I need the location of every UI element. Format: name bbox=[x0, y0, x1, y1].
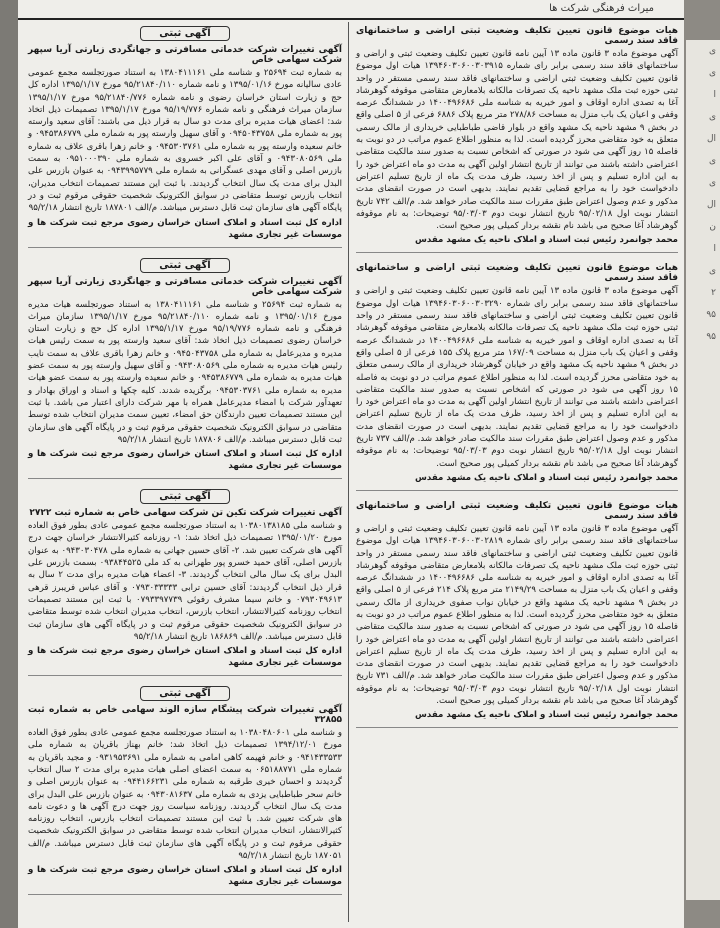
ad-title: آگهی ثبتی bbox=[140, 686, 230, 701]
ad-signature: اداره کل ثبت اسناد و املاک استان خراسان رضوی مرجع ثبت شرکت ها و موسسات غیر تجاری مشهد bbox=[28, 217, 342, 240]
ad-body: به شماره ثبت ۲۵۶۹۴ و شناسه ملی ۱۳۸۰۴۱۱۱۶۱ به استناد صورتجلسه هیات مدیره مورخ ۱۳۹۵/۰۱/۱۶ و نامه شماره ۹۵/۲۱۸۴۰/۱۱۰ مورخ ۱۳۹۵/۱/۱۷ سازمان میراث فرهنگی و نامه شماره ۹۵/۱۹/۷۷۶ مورخ ۱۳۹۵/۱/۱۷ اداره کل حج و زیارت استان خراسان رضوی تصمیمات ذیل اتخاذ شد: آقای سعید وارسته پور به سمت رئیس هیات مدیره و مدیرعامل به شماره ملی ۰۹۴۵۰۴۳۷۵۸ و خانم زهرا باقری علاف به سمت نایب رئیس هیات مدیره به شماره ملی ۰۹۴۳۰۸۰۵۶۹ و آقای سهیل وارسته پور به سمت عضو هیات مدیره به شماره ملی ۰۹۴۵۳۸۶۷۷۹ و خانم سعیده وارسته پور به سمت عضو هیات مدیره به شماره ملی ۰۹۴۵۳۰۳۷۶۱ برگزیده شدند. کلیه چکها و اسناد و اوراق بهادار و تعهدآور شرکت با امضاء مدیرعامل همراه با مهر شرکت دارای اعتبار می باشد. با ثبت این مستند تصمیمات تعیین دارندگان حق امضاء، تعیین سمت مدیران انتخاب شده توسط متقاضی در سوابق الکترونیک شخصیت حقوقی مرقوم ثبت و در پایگاه آگهی های سازمان ثبت قابل دسترس میباشد. م/الف ۱۸۷۸۰۶ تاریخ انتشار ۹۵/۲/۱۸ bbox=[28, 299, 343, 445]
notice-signature: محمد جوانمرد رئیس ثبت اسناد و املاک ناحیه یک مشهد مقدس bbox=[415, 472, 678, 483]
notice-signature: محمد جوانمرد رئیس ثبت اسناد و املاک ناحیه یک مشهد مقدس bbox=[415, 710, 678, 721]
notice-body: آگهی موضوع ماده ۳ قانون ماده ۱۳ آیین نامه قانون تعیین تکلیف وضعیت ثبتی و اراضی و ساختمانهای فاقد سند رسمی برابر رای شماره ۱۳۹۴۶۰۳۰۶۰۰۳۰۳۲۹۰ هیات اول موضوع قانون تعیین تکلیف وضعیت ثبتی اراضی و ساختمانهای فاقد سند رسمی مستقر در واحد ثبتی حوزه ثبت ملک مشهد ناحیه یک تصرفات مالکانه بلامعارض متقاضی موقوفه گوهرشاد آغا به تصدی اداره اوقاف و امور خیریه به شناسه ملی ۱۴۰۰۴۹۶۶۸۶ در ششدانگ عرصه وقفی و اعیان یک باب منزل به مساحت ۱۶۷/۰۹ متر مربع پلاک ۱۵۵ فرعی از ۵ اصلی واقع در بخش ۹ مشهد ناحیه یک مشهد واقع در خیابان گوهرشاد خریداری از مالک رسمی متعلق به خود متقاضی محرز گردیده است. لذا به منظور اطلاع عموم مراتب در دو نوبت به فاصله ۱۵ روز آگهی می شود در صورتی که اشخاص نسبت به صدور سند مالکیت متقاضی اعتراضی داشته باشند می توانند از تاریخ انتشار اولین آگهی به مدت دو ماه اعتراض خود را به این اداره تسلیم و پس از اخذ رسید، ظرف مدت یک ماه از تاریخ تسلیم اعتراض دادخواست خود را به مراجع قضایی تقدیم نمایند. بدیهی است در صورت انقضای مدت مذکور و عدم وصول اعتراض طبق مقررات سند مالکیت صادر خواهد شد. م/الف ۷۳۷ تاریخ انتشار نوبت اول ۹۵/۰۲/۱۸ تاریخ انتشار نوبت دوم ۹۵/۰۳/۰۳ توضیحات: به نام موقوفه گوهرشاد آغا صحیح می باشد نام نقشه بردار کمیلی پور صحیح است. bbox=[356, 286, 679, 469]
scan-left-margin bbox=[0, 0, 18, 928]
edge-fragment: ی bbox=[708, 156, 716, 166]
edge-fragment: ی bbox=[708, 46, 716, 56]
column-divider bbox=[348, 22, 349, 922]
notice-headline: هیات موضوع قانون تعیین تکلیف وضعیت ثبتی اراضی و ساختمانهای فاقد سند رسمی bbox=[356, 263, 678, 284]
masthead-text: میراث فرهنگی شرکت ها bbox=[549, 3, 654, 14]
left-column bbox=[28, 26, 342, 905]
land-notice-block bbox=[356, 26, 678, 253]
ad-headline: آگهی تغییرات شرکت خدماتی مسافرتی و جهانگردی زیارتی آریا سپهر شرکت سهامی خاص bbox=[28, 276, 342, 297]
ad-title: آگهی ثبتی bbox=[140, 258, 230, 273]
notice-body: آگهی موضوع ماده ۳ قانون ماده ۱۳ آیین نامه قانون تعیین تکلیف وضعیت ثبتی و اراضی و ساختمانهای فاقد سند رسمی برابر رای شماره ۱۳۹۴۶۰۳۰۶۰۰۳۰۲۸۱۹ هیات اول موضوع قانون تعیین تکلیف وضعیت ثبتی اراضی و ساختمانهای فاقد سند رسمی مستقر در واحد ثبتی حوزه ثبت ملک مشهد ناحیه یک تصرفات مالکانه بلامعارض متقاضی موقوفه گوهرشاد آغا به تصدی اداره اوقاف و امور خیریه به شناسه ملی ۱۴۰۰۴۹۶۶۸۶ در ششدانگ عرصه وقفی و اعیان یک باب منزل به مساحت ۲۱۴۹/۲۹ متر مربع پلاک ۲۱۴ فرعی از ۵ اصلی واقع در بخش ۹ مشهد ناحیه یک مشهد واقع در خیابان نواب صفوی خریداری از مالک رسمی متعلق به خود متقاضی محرز گردیده است. لذا به منظور اطلاع عموم مراتب در دو نوبت به فاصله ۱۵ روز آگهی می شود در صورتی که اشخاص نسبت به صدور سند مالکیت متقاضی اعتراضی داشته باشند می توانند از تاریخ انتشار اولین آگهی به مدت دو ماه اعتراض خود را به این اداره تسلیم و پس از اخذ رسید، ظرف مدت یک ماه از تاریخ تسلیم اعتراض دادخواست خود را به مراجع قضایی تقدیم نمایند. بدیهی است در صورت انقضای مدت مذکور و عدم وصول اعتراض طبق مقررات سند مالکیت صادر خواهد شد. م/الف ۷۳۱ تاریخ انتشار نوبت اول ۹۵/۰۲/۱۸ تاریخ انتشار نوبت دوم ۹۵/۰۳/۰۳ توضیحات: به نام موقوفه گوهرشاد آغا صحیح می باشد نام نقشه بردار کمیلی پور صحیح است. bbox=[356, 523, 679, 707]
newspaper-page bbox=[18, 0, 684, 928]
land-notice-block bbox=[356, 263, 678, 490]
edge-fragment: ا bbox=[713, 90, 716, 100]
ad-body: و شناسه ملی ۱۰۳۸۰۱۳۸۱۸۵ به استناد صورتجلسه مجمع عمومی عادی بطور فوق العاده مورخ ۱۳۹۵/۰۱/۲۰ تصمیمات ذیل اتخاذ شد: ۱- روزنامه کثیرالانتشار خراسان جهت درج آگهی های شرکت تعیین شد. ۲- آقای حسین جهانی به شماره ملی ۰۹۴۳۰۳۰۴۷۸ به عنوان بازرس اصلی، آقای حمید خسرو پور طهرانی به کد ملی ۰۹۳۸۴۴۵۲۵ بسمت بازرس علی البدل برای یک سال مالی انتخاب گردیدند. ۳- اعضاء هیات مدیره برای مدت ۲ سال به قرار ذیل انتخاب گردیدند: آقای حسین ترابی ۰۷۹۳۰۳۳۳۳۳ و آقای عباس فریبرز قرهی ۰۷۹۳۰۴۹۶۱۳ و خانم سیما مشرف رفوئی ۰۷۹۳۳۹۷۷۳۹ با ثبت این مستند تصمیمات انتخاب روزنامه کثیرالانتشار، انتخاب بازرس، انتخاب مدیران انتخاب شده توسط متقاضی در سوابق الکترونیک شخصیت حقوقی مرقوم ثبت و در پایگاه آگهی های سازمان ثبت قابل دسترس میباشد. م/الف ۱۸۶۸۶۹ تاریخ انتشار ۹۵/۲/۱۸ bbox=[28, 521, 342, 642]
edge-fragment: ی bbox=[708, 178, 716, 188]
edge-fragment: ی bbox=[708, 266, 716, 276]
land-notice-block bbox=[356, 501, 678, 728]
adjacent-page-edge bbox=[686, 40, 720, 900]
ad-block bbox=[28, 258, 342, 480]
ad-headline: آگهی تغییرات شرکت تکین تن شرکت سهامی خاص به شماره ثبت ۲۷۲۲ bbox=[29, 508, 342, 519]
edge-fragment: ۹۵ bbox=[706, 310, 716, 320]
notice-signature: محمد جوانمرد رئیس ثبت اسناد و املاک ناحیه یک مشهد مقدس bbox=[415, 235, 678, 246]
ad-block bbox=[28, 686, 342, 895]
ad-headline: آگهی تغییرات شرکت پیشگام سازه الوند سهامی خاص به شماره ثبت ۳۲۸۵۵ bbox=[28, 705, 342, 726]
ad-signature: اداره کل ثبت اسناد و املاک استان خراسان رضوی مرجع ثبت شرکت ها و موسسات غیر تجاری مشهد bbox=[28, 449, 342, 472]
edge-fragment: ا bbox=[713, 244, 716, 254]
ad-body: به شماره ثبت ۲۵۶۹۴ و شناسه ملی ۱۳۸۰۴۱۱۱۶۱ به استناد صورتجلسه مجمع عمومی عادی سالیانه مورخ ۱۳۹۵/۰۱/۱۶ و نامه شماره ۹۵/۲۱۸۴۰/۱۱۰ مورخ ۱۳۹۵/۱/۱۷ اداره کل حج و زیارت استان خراسان رضوی و نامه شماره ۹۵/۲۱۸۴۰/۷۷۶ مورخ ۱۳۹۵/۱/۱۷ سازمان میراث فرهنگی و نامه شماره ۹۵/۱۹/۷۷۶ مورخ ۱۳۹۵/۱/۱۷ تصمیمات ذیل اتخاذ شد: اعضای هیات مدیره برای مدت دو سال به قرار ذیل می باشند: آقای سعید وارسته پور به شماره ملی ۰۹۴۵۰۴۳۷۵۸ و آقای سهیل وارسته پور به شماره ملی ۰۹۴۵۳۸۶۷۷۹ و خانم سعیده وارسته پور به شماره ملی ۰۹۴۵۳۰۳۷۶۱ و خانم زهرا باقری علاف به شماره ملی ۰۹۴۳۰۸۰۵۶۹ و آقای علی اکبر خسروی به شماره ملی ۰۹۵۱۰۰۰۳۹۰ به سمت بازرس اصلی و آقای مهدی عسگرانی به شماره ملی ۰۹۴۳۹۹۵۷۷۹ به عنوان بازرس علی البدل برای مدت یک سال انتخاب گردیدند. با ثبت این مستند تصمیمات انتخاب مدیران، انتخاب بازرس توسط متقاضی در سوابق الکترونیک شخصیت حقوقی مرقوم ثبت و در پایگاه آگهی های سازمان ثبت قابل دسترس میباشد. م/الف ۱۸۷۸۰۱ تاریخ انتشار ۹۵/۲/۱۸ bbox=[28, 68, 342, 214]
masthead-bar bbox=[18, 0, 684, 20]
notice-headline: هیات موضوع قانون تعیین تکلیف وضعیت ثبتی اراضی و ساختمانهای فاقد سند رسمی bbox=[356, 500, 678, 521]
ad-headline: آگهی تغییرات شرکت خدماتی مسافرتی و جهانگردی زیارتی آریا سپهر شرکت سهامی خاص bbox=[28, 45, 342, 65]
ad-signature: اداره کل ثبت اسناد و املاک استان خراسان رضوی مرجع ثبت شرکت ها و موسسات غیر تجاری مشهد bbox=[28, 646, 342, 669]
edge-fragment: ی bbox=[708, 68, 716, 78]
edge-fragment: ال bbox=[706, 200, 716, 210]
edge-fragment: ن bbox=[709, 222, 716, 232]
ad-title: آگهی ثبتی bbox=[140, 26, 230, 41]
edge-fragment: ال bbox=[706, 134, 716, 144]
ad-block bbox=[28, 489, 342, 676]
notice-headline: هیات موضوع قانون تعیین تکلیف وضعیت ثبتی اراضی و ساختمانهای فاقد سند رسمی bbox=[356, 26, 678, 46]
ad-signature: اداره کل ثبت اسناد و املاک استان خراسان رضوی مرجع ثبت شرکت ها و موسسات غیر تجاری مشهد bbox=[28, 865, 342, 888]
edge-fragment: ۲ bbox=[711, 288, 716, 298]
right-column bbox=[356, 26, 678, 738]
ad-block bbox=[28, 26, 342, 248]
ad-body: و شناسه ملی ۱۰۳۸۰۴۸۰۶۰۱ به استناد صورتجلسه مجمع عمومی عادی بطور فوق العاده مورخ ۱۳۹۴/۱۲/۰۱ تصمیمات ذیل اتخاذ شد: خانم بهناز باقریان به شماره ملی ۰۹۴۱۴۳۳۵۳۳ و خانم فهیمه کاهی امامی به شماره ملی ۰۹۳۱۹۵۳۶۹۱ و مجید باقریان به شماره ملی ۰۶۵۱۸۸۷۷۱ به سمت اعضای اصلی هیات مدیره برای مدت ۲ سال انتخاب گردیدند و احسان خیری طرقبه به شماره ملی ۰۹۴۴۱۶۶۲۳۱ به عنوان بازرس اصلی و خانم سحر طباطبایی یزدی به شماره ملی ۰۹۴۳۰۸۱۶۳۷ به عنوان بازرس علی البدل برای مدت یک سال انتخاب گردیدند. روزنامه سیاست روز جهت درج آگهی ها و دعوت نامه های شرکت تعیین شد. با ثبت این مستند تصمیمات انتخاب بازرس، انتخاب روزنامه کثیرالانتشار، انتخاب مدیران انتخاب شده توسط متقاضی در سوابق الکترونیک شخصیت حقوقی مرقوم ثبت و در پایگاه آگهی های سازمان ثبت قابل دسترس میباشد. م/الف ۱۸۷۰۵۱ تاریخ انتشار ۹۵/۲/۱۸ bbox=[28, 728, 343, 862]
ad-title: آگهی ثبتی bbox=[140, 489, 230, 504]
notice-body: آگهی موضوع ماده ۳ قانون ماده ۱۳ آیین نامه قانون تعیین تکلیف وضعیت ثبتی و اراضی و ساختمانهای فاقد سند رسمی برابر رای شماره ۱۳۹۴۶۰۳۰۶۰۰۳۰۳۹۱۵ هیات اول موضوع قانون تعیین تکلیف وضعیت ثبتی اراضی و ساختمانهای فاقد سند رسمی مستقر در واحد ثبتی حوزه ثبت ملک مشهد ناحیه یک تصرفات مالکانه بلامعارض متقاضی موقوفه گوهرشاد آغا به تصدی اداره اوقاف و امور خیریه به شناسه ملی ۱۴۰۰۴۹۶۶۸۶ در ششدانگ عرصه وقفی و اعیان یک باب منزل به مساحت ۲۷۸/۸۶ متر مربع پلاک ۶۸۸۶ فرعی از ۵ اصلی واقع در بخش ۹ مشهد ناحیه یک مشهد واقع در بلوار قاضی طباطبایی خریداری از مالک رسمی متعلق به خود متقاضی محرز گردیده است. لذا به منظور اطلاع عموم مراتب در دو نوبت به فاصله ۱۵ روز آگهی می شود در صورتی که اشخاص نسبت به صدور سند مالکیت متقاضی اعتراضی داشته باشند می توانند از تاریخ انتشار اولین آگهی به مدت دو ماه اعتراض خود را به این اداره تسلیم و پس از اخذ رسید، ظرف مدت یک ماه از تاریخ تسلیم اعتراض دادخواست خود را به مراجع قضایی تقدیم نمایند. بدیهی است در صورت انقضای مدت مذکور و عدم وصول اعتراض طبق مقررات سند مالکیت صادر خواهد شد. م/الف ۷۴۲ تاریخ انتشار نوبت اول ۹۵/۰۲/۱۸ تاریخ انتشار نوبت دوم ۹۵/۰۳/۰۳ توضیحات: به نام موقوفه گوهرشاد آغا صحیح می باشد نام نقشه بردار کمیلی پور صحیح است. bbox=[356, 49, 679, 232]
edge-fragment: ی bbox=[708, 112, 716, 122]
edge-fragment: ۹۵ bbox=[706, 332, 716, 342]
